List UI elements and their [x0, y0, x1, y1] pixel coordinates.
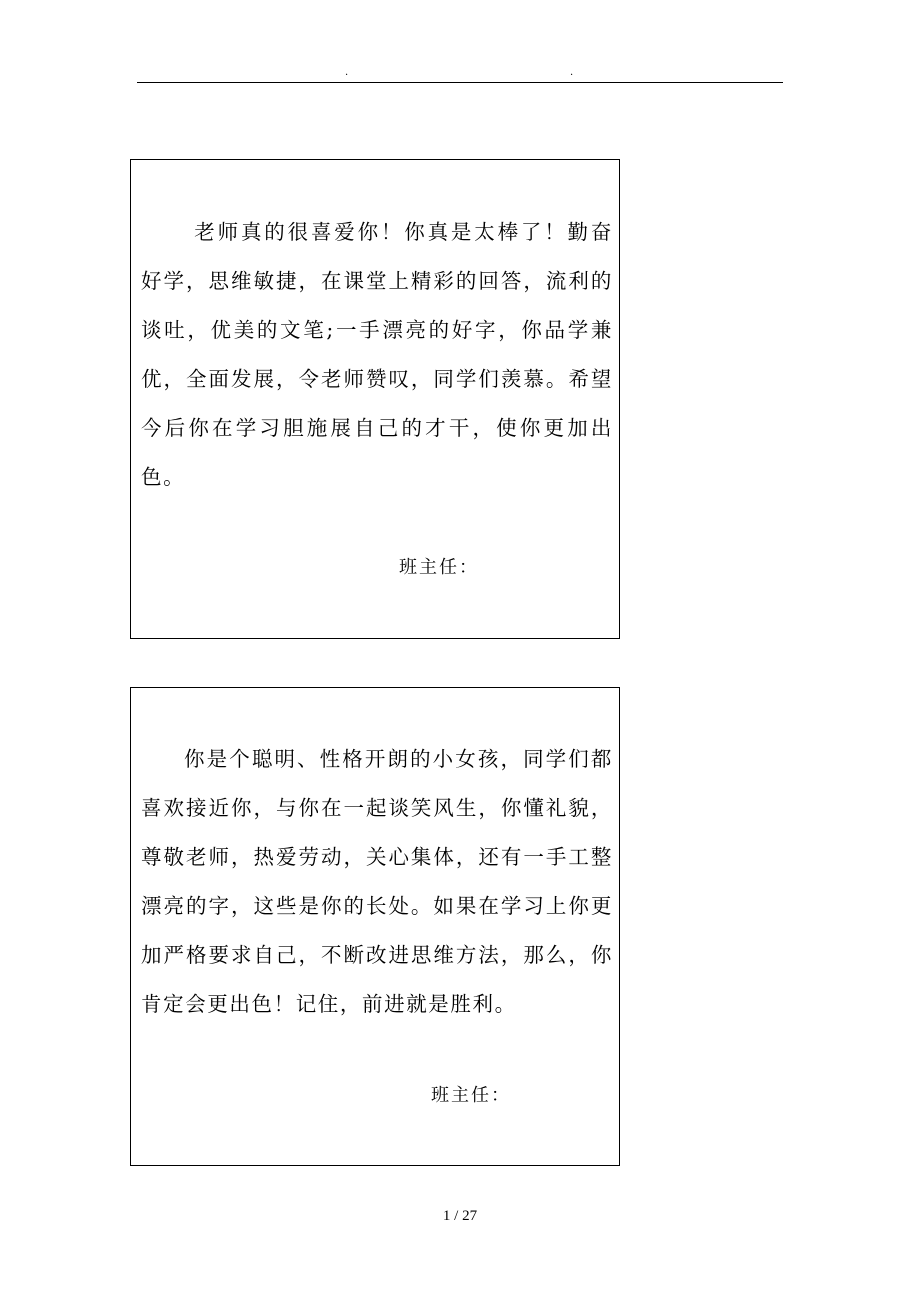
comment-text-1: 老师真的很喜爱你！你真是太棒了！勤奋好学，思维敏捷，在课堂上精彩的回答，流利的谈吐，优美的文笔;一手漂亮的好字，你品学兼优，全面发展，令老师赞叹，同学们羡慕。希望今后你在学习胆施展自己的才干，使你更加出色。: [141, 220, 613, 489]
comment-text-2: 你是个聪明、性格开朗的小女孩，同学们都喜欢接近你，与你在一起谈笑风生，你懂礼貌，尊敬老师，热爱劳动，关心集体，还有一手工整漂亮的字，这些是你的长处。如果在学习上你更加严格要求自己，不断改进思维方法，那么，你肯定会更出色！记住，前进就是胜利。: [141, 747, 613, 1016]
header-mark-right: .: [570, 67, 574, 78]
signature-label-2: 班主任：: [431, 1085, 511, 1106]
signature-label-1: 班主任：: [399, 557, 479, 578]
header-mark-left: .: [345, 67, 349, 78]
comment-box-1: [130, 159, 620, 639]
page-number: 1 / 27: [442, 1208, 478, 1224]
header-rule: [137, 82, 783, 83]
comment-box-2: [130, 687, 620, 1166]
